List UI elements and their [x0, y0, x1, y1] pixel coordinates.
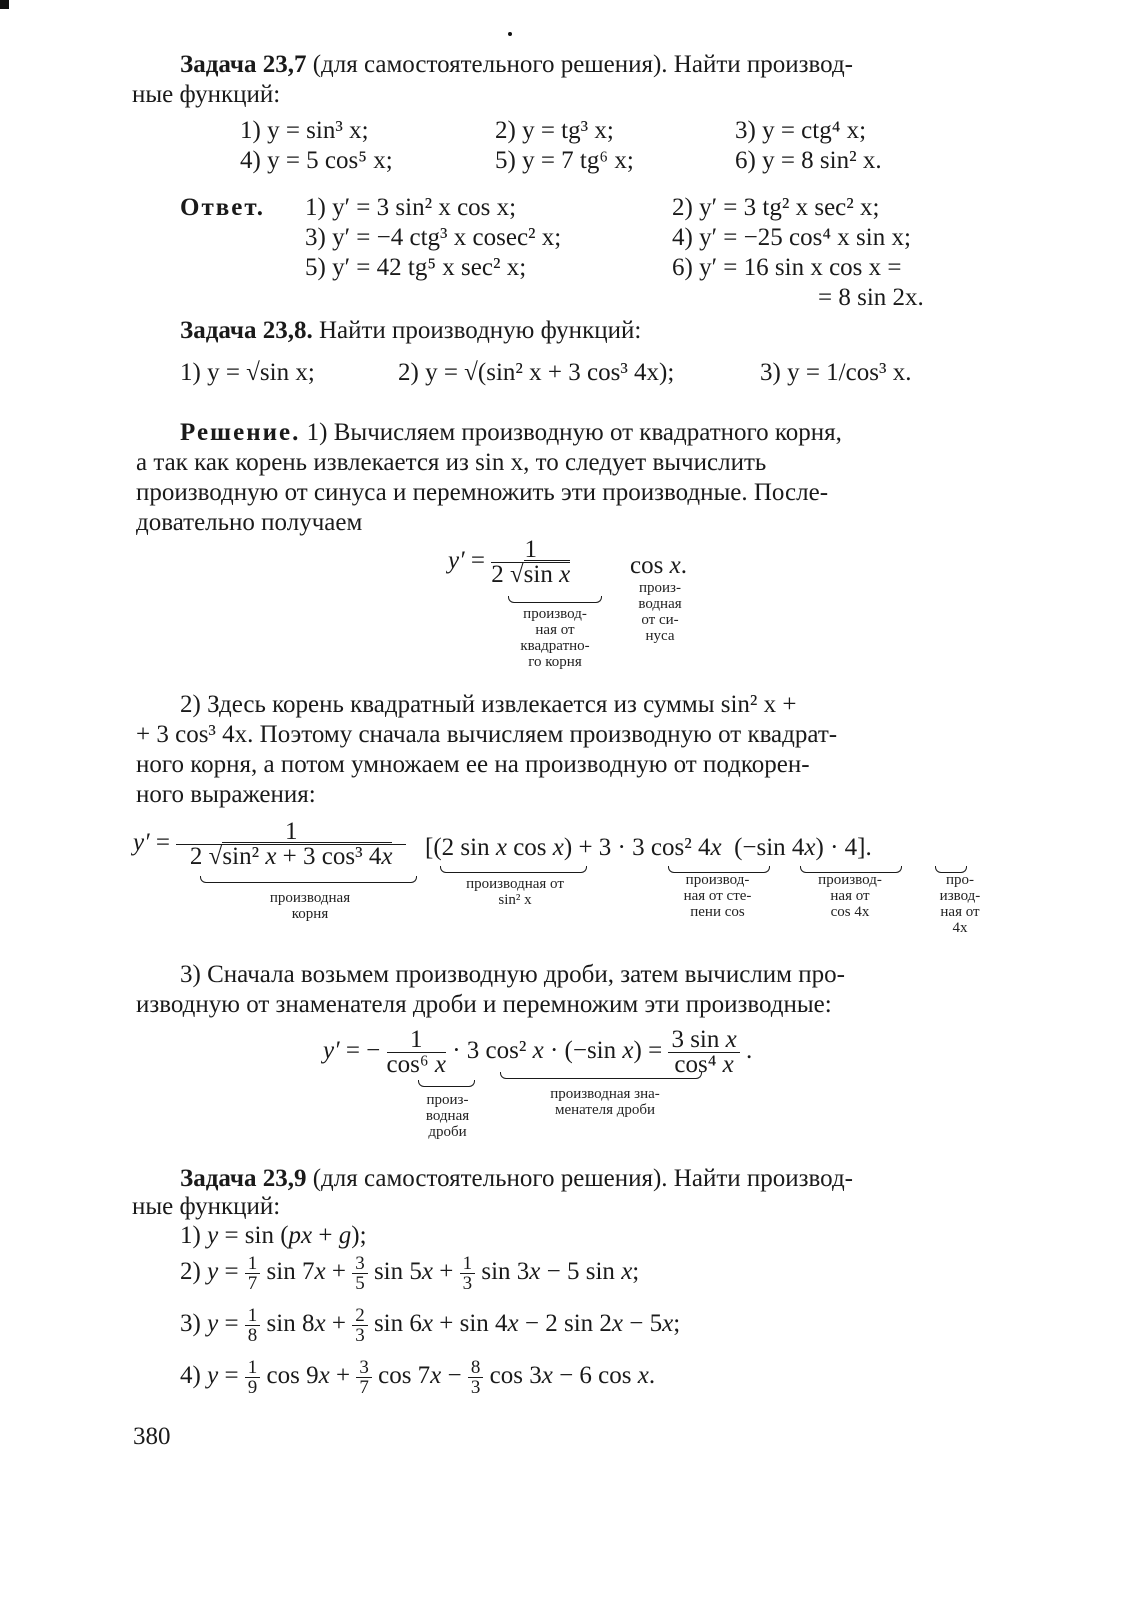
- note-sin: произ- водная от си- нуса: [638, 580, 682, 644]
- underbrace: [500, 1072, 702, 1079]
- page-number: 380: [133, 1423, 171, 1450]
- task-item: 3) y = ctg⁴ x;: [735, 117, 867, 144]
- answer-item: 2) y′ = 3 tg² x sec² x;: [672, 194, 880, 221]
- underbrace: [418, 1080, 475, 1087]
- problem-title: Задача 23,8.: [180, 317, 313, 344]
- answer-label: Ответ.: [180, 194, 265, 221]
- solution-line: + 3 cos³ 4x. Поэтому сначала вычисляем производную от квадрат-: [136, 721, 838, 748]
- task-item: 4) y = 5 cos⁵ x;: [240, 147, 393, 174]
- note-root: производная корня: [269, 890, 351, 922]
- underbrace: [440, 866, 587, 873]
- underbrace: [200, 876, 417, 883]
- formula-2-rest: [(2 sin x cos x) + 3 · 3 cos² 4x (−sin 4x) · 4].: [425, 834, 872, 861]
- problem-23-7-heading: [180, 50, 853, 80]
- problem-intro-cont: ные функций:: [132, 1193, 281, 1220]
- task-item: 2) y = $\frac{1}{7}$ sin 7x + $\frac{3}{5}$ sin 5x + $\frac{1}{3}$ sin 3x − 5 sin x;: [180, 1253, 640, 1294]
- problem-intro-cont: ные функций:: [132, 81, 281, 108]
- task-item: 3) y = 1/cos³ x.: [760, 359, 912, 386]
- answer-item: 5) y′ = 42 tg⁵ x sec² x;: [305, 254, 527, 281]
- problem-title: Задача 23,9: [180, 1165, 307, 1192]
- solution-label: Решение.: [180, 419, 301, 446]
- note-sin2: производная от sin² x: [466, 876, 564, 908]
- answer-item: 3) y′ = −4 ctg³ x cosec² x;: [305, 224, 562, 251]
- solution-line: ного корня, а потом умножаем ее на производную от подкорен-: [136, 751, 810, 778]
- note-cos4x: производ- ная от cos 4x: [818, 872, 882, 920]
- solution-line: а так как корень извлекается из sin x, то следует вычислить: [136, 449, 767, 476]
- solution-line: изводную от знаменателя дроби и перемножим эти производные:: [136, 991, 832, 1018]
- task-item: 3) y = $\frac{1}{8}$ sin 8x + $\frac{2}{3}$ sin 6x + sin 4x − 2 sin 2x − 5x;: [180, 1305, 681, 1346]
- task-item: 6) y = 8 sin² x.: [735, 147, 882, 174]
- solution-line: производную от синуса и перемножить эти производные. После-: [136, 479, 829, 506]
- problem-intro: (для самостоятельного решения). Найти производ-: [306, 51, 853, 78]
- problem-title: Задача 23,7: [180, 51, 307, 78]
- problem-23-9-heading: [180, 1164, 853, 1194]
- problem-intro: (для самостоятельного решения). Найти производ-: [306, 1165, 853, 1192]
- note-denominator: производная зна- менателя дроби: [550, 1086, 660, 1118]
- answer-item: 6) y′ = 16 sin x cos x =: [672, 254, 902, 281]
- note-root: производ- ная от квадратно- го корня: [520, 606, 590, 670]
- solution-line: 3) Сначала возьмем производную дроби, затем вычислим про-: [180, 961, 845, 988]
- task-item: 1) y = √sin x;: [180, 359, 315, 386]
- solution-line: довательно получаем: [136, 509, 363, 536]
- task-item: 2) y = √(sin² x + 3 cos³ 4x);: [398, 359, 675, 386]
- task-item: 4) y = $\frac{1}{9}$ cos 9x + $\frac{3}{7}$ cos 7x − $\frac{8}{3}$ cos 3x − 6 cos x.: [180, 1357, 656, 1398]
- scan-mark: [0, 0, 9, 9]
- task-item: 1) y = sin³ x;: [240, 117, 369, 144]
- note-frac: произ- водная дроби: [425, 1092, 470, 1140]
- note-4x: про- извод- ная от 4x: [939, 872, 981, 936]
- formula-3: y′ = − $\frac{1}{\text{cos⁶ x}}$ · 3 cos² x · (−sin x) = $\frac{\text{3 sin x}}{\text{cos⁴ x}}$ .: [323, 1026, 753, 1078]
- scan-dot: [508, 32, 512, 36]
- formula-1-cos: cos x.: [630, 552, 687, 579]
- problem-intro: Найти производную функций:: [312, 317, 642, 344]
- solution-line: ного выражения:: [136, 781, 316, 808]
- formula-2: y′ = $\frac{1}{\text{2 √sin² x + 3 cos³ 4x}}$: [133, 820, 406, 869]
- answer-item: 4) y′ = −25 cos⁴ x sin x;: [672, 224, 911, 251]
- solution-line: 2) Здесь корень квадратный извлекается из суммы sin² x +: [180, 691, 797, 718]
- task-item: 1) y = sin (px + g);: [180, 1222, 367, 1249]
- formula-1: y′ = $\frac{1}{\text{2 √sin x}}$: [448, 536, 571, 588]
- answer-item-cont: = 8 sin 2x.: [818, 284, 924, 311]
- solution-line: Решение. 1) Вычисляем производную от квадратного корня,: [180, 419, 842, 446]
- note-cos-power: производ- ная от сте- пени cos: [683, 872, 752, 920]
- task-item: 2) y = tg³ x;: [495, 117, 614, 144]
- underbrace: [508, 596, 602, 603]
- answer-item: 1) y′ = 3 sin² x cos x;: [305, 194, 517, 221]
- task-item: 5) y = 7 tg⁶ x;: [495, 147, 634, 174]
- problem-23-8-heading: [180, 316, 641, 346]
